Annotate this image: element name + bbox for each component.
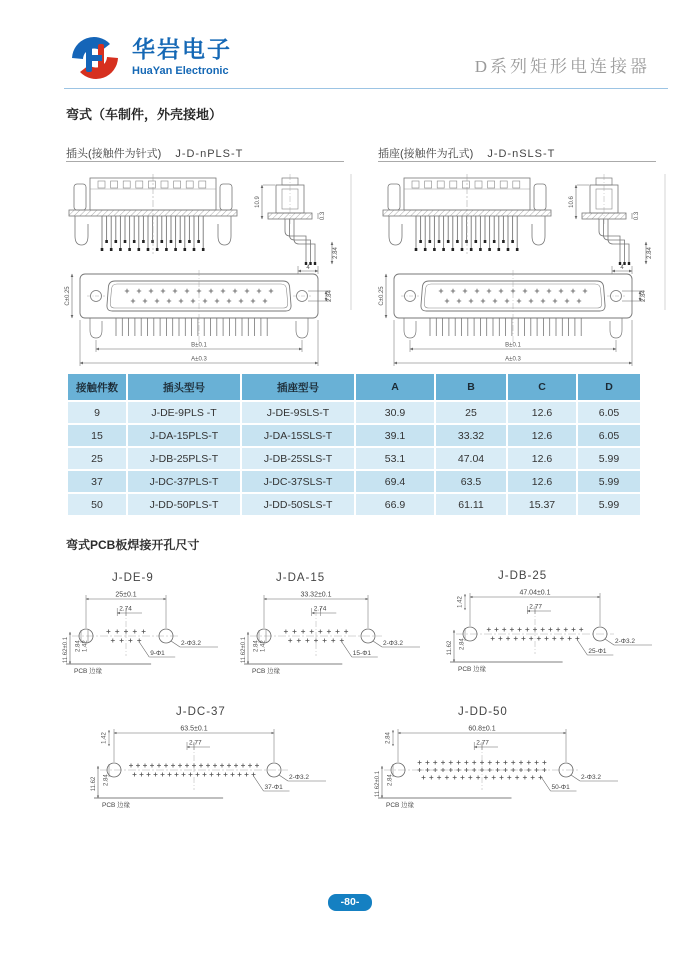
doc-title: D系列矩形电连接器	[474, 57, 650, 76]
pcb-edge-label: PCB 边缘	[252, 668, 281, 675]
table-cell: 47.04	[436, 448, 506, 469]
plug-model: J-D-nPLS-T	[175, 148, 244, 160]
table-row	[68, 494, 640, 515]
pcb-pin-holes-label: 50-Φ1	[551, 784, 570, 791]
pcb-dim-inner: 2.84	[459, 638, 466, 650]
pcb-dim-edge: 11.62±0.1	[241, 636, 247, 664]
pcb-dim-edge: 11.62±0.1	[375, 770, 381, 798]
pcb-dim-width: 25±0.1	[115, 591, 137, 599]
connector-drawing-svg	[378, 170, 674, 372]
table-cell: 6.05	[578, 402, 640, 423]
pcb-drawing-svg	[90, 720, 332, 820]
table-cell: 61.11	[436, 494, 506, 515]
header-divider	[64, 88, 668, 89]
pcb-dim-edge: 11.62±0.1	[63, 636, 69, 664]
pcb-dim-top: 2.84	[385, 732, 392, 744]
dim-a: A±0.3	[505, 356, 521, 363]
company-logo	[64, 30, 126, 86]
pcb-drawing-title: J-DD-50	[458, 706, 508, 718]
pcb-dim-inner: 1.42	[82, 640, 89, 652]
table-cell: 5.99	[578, 494, 640, 515]
table-cell: 15	[68, 425, 126, 446]
pcb-drawing-title: J-DE-9	[112, 572, 154, 584]
table-cell: J-DD-50SLS-T	[242, 494, 354, 515]
rear-view	[69, 174, 237, 254]
pcb-mount-holes-label: 2-Φ3.2	[581, 774, 602, 781]
pcb-drawing-svg	[240, 586, 426, 686]
pcb-dim-width: 60.8±0.1	[468, 725, 496, 733]
front-view	[65, 270, 333, 366]
plug-subheader	[66, 145, 243, 161]
table-row	[68, 448, 640, 469]
dim-foot: 4	[306, 265, 310, 271]
table-cell: 25	[68, 448, 126, 469]
table-cell: 5.99	[578, 448, 640, 469]
socket-technical-drawing	[378, 170, 674, 372]
table-cell: J-DE-9SLS-T	[242, 402, 354, 423]
dim-c: C±0.25	[65, 286, 71, 306]
table-cell: J-DD-50PLS-T	[128, 494, 240, 515]
pcb-dim-edge: 11.62	[447, 640, 453, 656]
table-cell: 12.6	[508, 471, 576, 492]
spec-col-header: B	[436, 374, 506, 400]
pcb-pin-holes-label: 9-Φ1	[150, 650, 165, 657]
pcb-dim-pitch: 2.74	[119, 605, 132, 613]
spec-col-header: 插座型号	[242, 374, 354, 400]
table-cell: J-DC-37PLS-T	[128, 471, 240, 492]
pcb-pin-holes-label: 15-Φ1	[352, 650, 372, 657]
table-row	[68, 402, 640, 423]
plug-subtitle: 插头(接触件为针式)	[66, 148, 162, 160]
pcb-edge-label: PCB 边缘	[386, 802, 415, 809]
dim-row: 2.84	[327, 290, 333, 302]
table-cell: 15.37	[508, 494, 576, 515]
company-name-en: HuaYan Electronic	[132, 65, 229, 77]
table-cell: 53.1	[356, 448, 434, 469]
page-number-badge: -80-	[328, 894, 372, 911]
pcb-drawing-svg	[446, 584, 658, 684]
pcb-dim-inner: 2.84	[103, 774, 110, 786]
dim-gap: 0.3	[634, 211, 640, 221]
pcb-dim-inner: 1.42	[260, 640, 267, 652]
spec-col-header: 插头型号	[128, 374, 240, 400]
table-cell: 30.9	[356, 402, 434, 423]
pcb-mount-holes-label: 2-Φ3.2	[181, 640, 202, 647]
table-cell: 33.32	[436, 425, 506, 446]
table-row	[68, 471, 640, 492]
connector-drawing-svg	[64, 170, 360, 372]
spec-col-header: A	[356, 374, 434, 400]
pcb-mount-holes-label: 2-Φ3.2	[615, 638, 636, 645]
spec-col-header: 接触件数	[68, 374, 126, 400]
spec-table-header-row	[68, 374, 640, 400]
pcb-dim-pitch: 2.77	[529, 603, 542, 611]
pcb-drawing-svg	[374, 720, 624, 820]
table-cell: 50	[68, 494, 126, 515]
table-cell: 12.6	[508, 425, 576, 446]
pcb-footprint-drawing	[374, 720, 634, 824]
section-title-bend: 弯式（车制件，外壳接地）	[66, 107, 223, 122]
pcb-drawing-title: J-DC-37	[176, 706, 226, 718]
socket-subheader	[378, 145, 555, 161]
dim-a: A±0.3	[191, 356, 207, 363]
table-row	[68, 425, 640, 446]
table-cell: 12.6	[508, 448, 576, 469]
table-cell: J-DA-15SLS-T	[242, 425, 354, 446]
dim-gap: 0.3	[320, 211, 326, 221]
table-cell: J-DE-9PLS -T	[128, 402, 240, 423]
pcb-mount-holes-label: 2-Φ3.2	[289, 774, 310, 781]
pcb-dim-inner: 2.84	[75, 640, 82, 652]
table-cell: J-DC-37SLS-T	[242, 471, 354, 492]
pcb-drawing-title: J-DA-15	[276, 572, 326, 584]
pcb-dim-width: 63.5±0.1	[180, 725, 208, 733]
table-cell: 9	[68, 402, 126, 423]
pcb-footprint-drawing	[90, 720, 350, 824]
pcb-dim-inner: 2.84	[387, 774, 394, 786]
dim-bend: 2.84	[647, 247, 653, 259]
table-cell: 37	[68, 471, 126, 492]
spec-table	[66, 372, 642, 517]
rear-view	[383, 174, 551, 254]
company-name	[132, 36, 232, 77]
side-view	[255, 174, 339, 274]
pcb-edge-label: PCB 边缘	[458, 666, 487, 673]
pcb-pin-holes-label: 25-Φ1	[588, 648, 607, 655]
socket-model: J-D-nSLS-T	[487, 148, 556, 160]
pcb-dim-top: 1.42	[101, 732, 108, 744]
pcb-mount-holes-label: 2-Φ3.2	[383, 640, 404, 647]
table-cell: 12.6	[508, 402, 576, 423]
socket-subtitle: 插座(接触件为孔式)	[378, 148, 474, 160]
pcb-edge-label: PCB 边缘	[102, 802, 131, 809]
pcb-dim-pitch: 2.77	[189, 739, 202, 747]
pcb-dim-top: 1.42	[457, 596, 464, 608]
side-view	[569, 174, 653, 274]
table-cell: 39.1	[356, 425, 434, 446]
table-cell: J-DB-25SLS-T	[242, 448, 354, 469]
table-cell: 66.9	[356, 494, 434, 515]
pcb-dim-inner: 2.84	[253, 640, 260, 652]
dim-foot: 4	[620, 265, 624, 271]
table-cell: 25	[436, 402, 506, 423]
pcb-dim-pitch: 2.77	[476, 739, 489, 747]
pcb-pin-holes-label: 37-Φ1	[264, 784, 283, 791]
dim-row: 2.84	[641, 290, 647, 302]
front-view	[379, 270, 647, 366]
pcb-drawing-title: J-DB-25	[498, 570, 548, 582]
socket-subheader-underline	[378, 161, 656, 162]
pcb-edge-label: PCB 边缘	[74, 668, 103, 675]
dim-b: B±0.1	[191, 342, 207, 349]
table-cell: 69.4	[356, 471, 434, 492]
pcb-drawing-svg	[62, 586, 224, 686]
dim-bend: 2.84	[333, 247, 339, 259]
dim-side-height: 10.6	[569, 196, 575, 208]
spec-col-header: C	[508, 374, 576, 400]
company-name-cn: 华岩电子	[132, 36, 232, 62]
plug-technical-drawing	[64, 170, 360, 372]
pcb-footprint-drawing	[446, 584, 700, 688]
pcb-dim-width: 47.04±0.1	[519, 589, 551, 597]
table-cell: 63.5	[436, 471, 506, 492]
dim-c: C±0.25	[379, 286, 385, 306]
pcb-dim-width: 33.32±0.1	[300, 591, 332, 599]
pcb-dim-pitch: 2.74	[313, 605, 327, 613]
dim-b: B±0.1	[505, 342, 521, 349]
pcb-dim-edge: 11.62	[91, 776, 97, 792]
table-cell: 5.99	[578, 471, 640, 492]
plug-subheader-underline	[66, 161, 344, 162]
section-title-pcb: 弯式PCB板焊接开孔尺寸	[66, 538, 200, 552]
dim-side-height: 10.9	[255, 196, 261, 208]
table-cell: J-DA-15PLS-T	[128, 425, 240, 446]
table-cell: J-DB-25PLS-T	[128, 448, 240, 469]
spec-col-header: D	[578, 374, 640, 400]
table-cell: 6.05	[578, 425, 640, 446]
